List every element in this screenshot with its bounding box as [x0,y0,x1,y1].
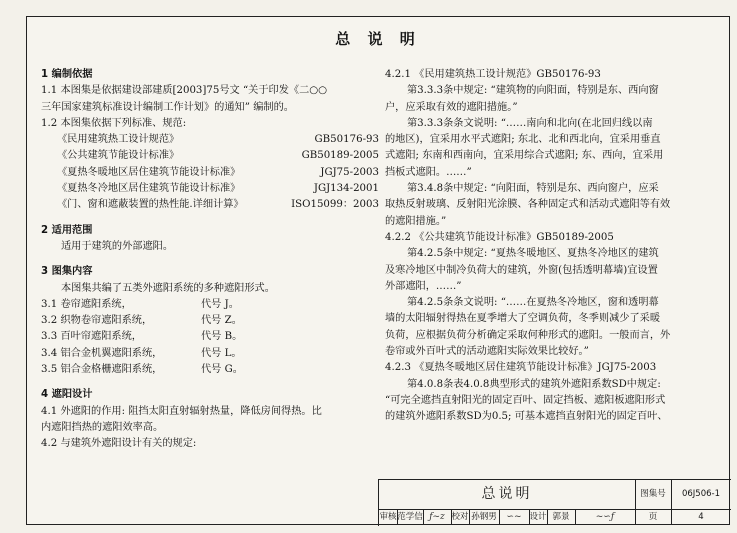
paragraph-4-1-b: 内遮阳挡热的遮阳效率高。 [41,421,164,433]
clause-text: 挡板式遮阳。……” [385,166,472,178]
atlas-number-label: 图集号 [635,480,672,509]
clause-text: 第4.2.5条中规定: “夏热冬暖地区、夏热冬冷地区的建筑 [407,248,659,260]
paragraph-1-2: 1.2 本图集依据下列标准、规范: [41,117,187,129]
reference-name: 《公共建筑节能设计标准》 [57,150,180,162]
page-label: 页 [635,509,672,525]
reference-code: GB50176-93 [314,134,379,146]
section-heading-3: 3 图集内容 [41,266,93,278]
clause-text: 式遮阳; 东南和西南向，宜采用综合式遮阳; 东、西向，宜采用 [385,150,664,162]
system-code: 代号 B。 [201,331,243,343]
system-name: 3.1 卷帘遮阳系统， [41,298,132,310]
designer-name: 郭景 [547,509,576,525]
clause-text: 第3.3.3条中规定: “建筑物的向阳面，特别是东、西向窗 [407,85,659,97]
clause-text: “可完全遮挡直射阳光的固定百叶、固定挡板、遮阳板遮阳形式 [385,394,666,406]
reviewer-name: 范学信 [397,509,424,525]
paragraph-2: 适用于建筑的外部遮阳。 [61,240,174,252]
title-block-name: 总说明 [379,480,636,509]
paragraph-1-1-b: 三年国家建筑标准设计编制工作计划》的通知” 编制的。 [41,101,294,113]
clause-text: 的建筑外遮阳系数SD为0.5; 可基本遮挡直射阳光的固定百叶、 [385,411,668,423]
clause-text: 外部遮阳，……” [385,280,462,292]
reference-name: 《门、窗和遮蔽装置的热性能.详细计算》 [57,199,244,211]
clause-text: 第4.0.8条表4.0.8典型形式的建筑外遮阳系数SD中规定: [407,378,661,390]
system-row [41,346,383,362]
section-heading-1: 1 编制依据 [41,69,93,80]
checker-name: 孙钢男 [469,509,500,525]
reference-code: JGJ134-2001 [313,183,379,195]
system-code: 代号 L。 [201,347,242,359]
reference-row [41,148,383,164]
reference-row [41,165,383,181]
system-name: 3.5 铝合金格栅遮阳系统， [41,364,163,376]
checker-signature: ∽~ [499,509,530,525]
page-number: 4 [698,512,704,522]
drawing-sheet [26,16,730,525]
clause-text: 第3.3.3条条文说明: “……南向和北向(在北回归线以南 [407,117,653,129]
reference-code: GB50189-2005 [301,150,379,162]
clause-text: 第4.2.5条条文说明: “……在夏热冬冷地区，窗和透明幕 [407,297,659,309]
paragraph-4-2: 4.2 与建筑外遮阳设计有关的规定: [41,438,197,450]
check-label: 校对 [451,509,470,525]
designer-signature: ~∽ƒ [575,509,636,525]
reference-code: ISO15099：2003 [291,199,379,211]
system-code: 代号 Z。 [201,315,242,327]
reference-name: 《夏热冬暖地区居住建筑节能设计标准》 [57,166,241,178]
design-label: 设计 [529,509,548,525]
system-row [41,297,383,313]
atlas-number: 06J506-1 [681,489,721,499]
right-column [385,67,721,426]
clause-heading: 4.2.2 《公共建筑节能设计标准》GB50189-2005 [385,231,614,243]
clause-text: 户，应采取有效的遮阳措施。” [385,101,518,113]
clause-heading: 4.2.3 《夏热冬暖地区居住建筑节能设计标准》JGJ75-2003 [385,362,657,374]
paragraph-4-1-a: 4.1 外遮阳的作用: 阻挡太阳直射辐射热量，降低房间得热。比 [41,405,322,417]
clause-text: 墙的太阳辐射得热在夏季增大了空调负荷，冬季则减少了采暖 [385,313,661,325]
system-name: 3.4 铝合金机翼遮阳系统， [41,347,163,359]
section-heading-4: 4 遮阳设计 [41,389,93,401]
title-block [378,479,731,526]
clause-heading: 4.2.1 《民用建筑热工设计规范》GB50176-93 [385,69,601,80]
system-row [41,362,383,378]
reference-code: JGJ75-2003 [320,166,379,178]
review-label: 审核 [379,509,398,525]
reference-row [41,197,383,213]
clause-text: 负荷，应根据负荷分析确定采取何种形式的遮阳。一般而言，外 [385,329,671,341]
clause-text: 的地区)，宜采用水平式遮阳; 东北、北和西北向，宜采用垂直 [385,134,661,146]
left-column [41,67,383,453]
page-title: 总 说 明 [335,30,421,48]
system-code: 代号 J。 [201,298,239,310]
system-row [41,329,383,345]
paragraph-1-1-a: 1.1 本图集是依据建设部建质[2003]75号文 “关于印发《二○○ [41,85,328,97]
paragraph-3: 本图集共编了五类外遮阳系统的多种遮阳形式。 [61,282,275,294]
reviewer-signature: ƒ~z [423,509,452,525]
clause-text: 的遮阳措施。” [385,215,447,227]
reference-name: 《民用建筑热工设计规范》 [57,134,180,146]
clause-text: 及寒冷地区中制冷负荷大的建筑，外窗(包括透明幕墙)宜设置 [385,264,658,276]
reference-name: 《夏热冬冷地区居住建筑节能设计标准》 [57,183,241,195]
clause-text: 第3.4.8条中规定: “向阳面，特别是东、西向窗户，应采 [407,183,659,195]
system-name: 3.2 织物卷帘遮阳系统， [41,315,153,327]
system-name: 3.3 百叶帘遮阳系统， [41,331,142,343]
clause-text: 卷帘或外百叶式的活动遮阳实际效果比较好。” [385,346,589,358]
system-code: 代号 G。 [201,364,243,376]
clause-text: 取热反射玻璃、反射阳光涂膜、各种固定式和活动式遮阳等有效 [385,199,671,211]
reference-row [41,181,383,197]
reference-row [41,132,383,148]
system-row [41,313,383,329]
section-heading-2: 2 适用范围 [41,224,93,236]
